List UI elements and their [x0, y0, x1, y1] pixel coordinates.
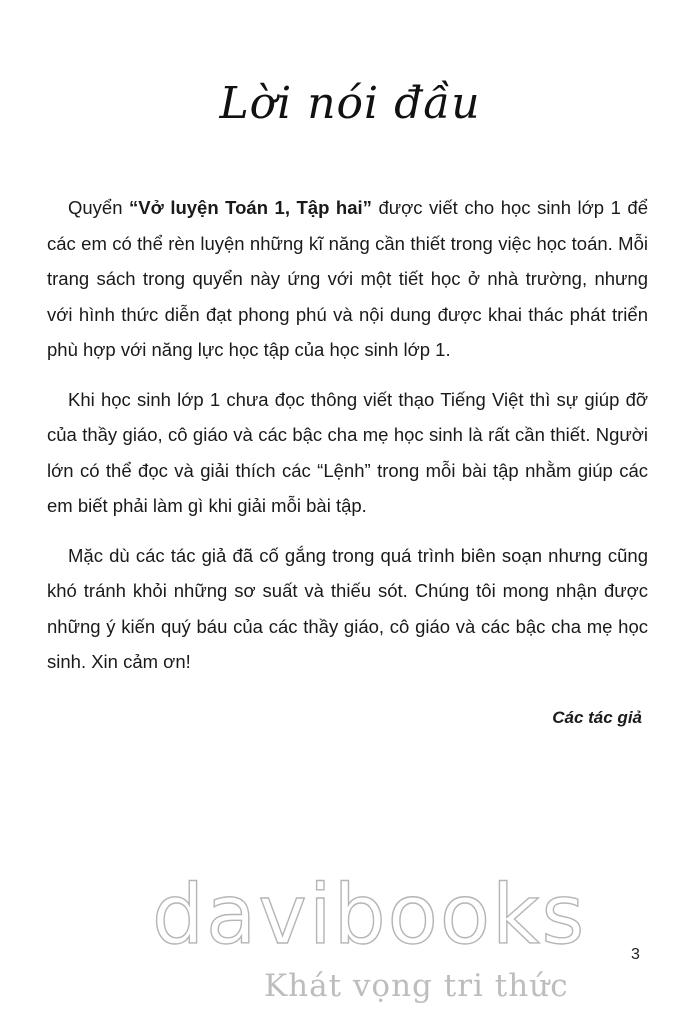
page-number: 3 — [631, 946, 640, 963]
paragraph-1-suffix: được viết cho học sinh lớp 1 để các em có thể rèn luyện những kĩ năng cần thiết trong việc học toán. Mỗi trang sách trong quyển này ứng với một tiết học ở nhà trường, nhưng với hình thức diễn đạt phong phú và nội dung được khai thác phát triển phù hợp với năng lực học tập của học sinh lớp 1. — [47, 197, 649, 360]
paragraph-1 — [47, 190, 648, 368]
preface-body — [47, 190, 648, 694]
paragraph-3: Mặc dù các tác giả đã cố gắng trong quá trình biên soạn nhưng cũng khó tránh khỏi những sơ suất và thiếu sót. Chúng tôi mong nhận được những ý kiến quý báu của các thầy giáo, cô giáo và các bậc cha mẹ học sinh. Xin cảm ơn! — [47, 544, 648, 672]
watermark-tagline: Khát vọng tri thức — [264, 968, 569, 1004]
watermark-brand: davibooks — [152, 868, 587, 963]
paragraph-2: Khi học sinh lớp 1 chưa đọc thông viết thạo Tiếng Việt thì sự giúp đỡ của thầy giáo, cô giáo và các bậc cha mẹ học sinh là rất cần thiết. Người lớn có thể đọc và giải thích các “Lệnh” trong mỗi bài tập nhằm giúp các em biết phải làm gì khi giải mỗi bài tập. — [47, 388, 648, 516]
signature: Các tác giả — [552, 708, 642, 727]
page-title: Lời nói đầu — [219, 78, 481, 129]
paragraph-1-prefix: Quyển — [68, 197, 130, 218]
book-title: “Vở luyện Toán 1, Tập hai” — [129, 197, 372, 218]
